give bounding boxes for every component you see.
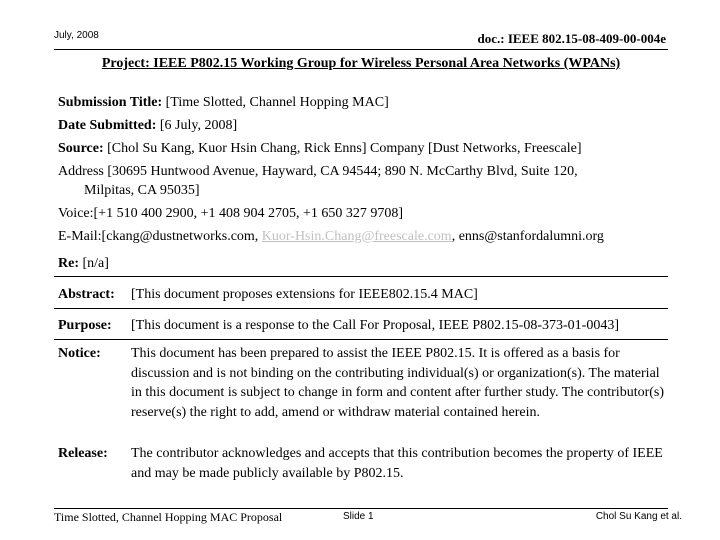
date-submitted-label: Date Submitted: — [58, 118, 157, 133]
re-value: [n/a] — [82, 256, 109, 271]
project-title: Project: IEEE P802.15 Working Group for Wireless Personal Area Networks (WPANs) — [101, 56, 621, 71]
source — [58, 138, 582, 159]
header-date: July, 2008 — [54, 30, 99, 41]
footer-rule — [54, 508, 668, 509]
purpose-value: [This document is a response to the Call For Proposal, IEEE P802.15-08-373-01-0043] — [131, 318, 619, 333]
header-doc-id: doc.: IEEE 802.15-08-409-00-004e — [477, 31, 666, 46]
address-line-1: Address [30695 Huntwood Avenue, Hayward, CA 94544; 890 N. McCarthy Blvd, Suite 120, — [58, 164, 578, 179]
submission-title — [58, 92, 389, 113]
divider-3 — [54, 339, 668, 340]
email — [58, 226, 604, 247]
submission-title-label: Submission Title: — [58, 95, 163, 110]
notice-text: This document has been prepared to assist the IEEE P802.15. It is offered as a basis for discussion and is not binding on the contributing individual(s) or organization(s). The material in this document is subject to change in form and content after further study. The contributor(s) reserve(s) the right to add, amend or withdraw material contained herein. — [131, 346, 665, 420]
source-label: Source: — [58, 141, 104, 156]
email-suffix: , enns@stanfordalumni.org — [451, 229, 604, 244]
notice-label: Notice: — [58, 346, 101, 361]
divider-1 — [54, 276, 668, 277]
footer-title: Time Slotted, Channel Hopping MAC Proposal — [54, 510, 283, 524]
email-prefix: E-Mail:[ckang@dustnetworks.com, — [58, 229, 259, 244]
email-link[interactable]: Kuor-Hsin.Chang@freescale.com — [261, 229, 452, 244]
re — [58, 253, 109, 274]
release-text: The contributor acknowledges and accepts that this contribution becomes the property of IEEE and may be made publicly available by P802.15. — [131, 446, 663, 481]
voice: Voice:[+1 510 400 2900, +1 408 904 2705, +1 650 327 9708] — [58, 206, 404, 221]
footer-author: Chol Su Kang et al. — [595, 511, 682, 522]
re-label: Re: — [58, 256, 79, 271]
divider-2 — [54, 308, 668, 309]
source-value: [Chol Su Kang, Kuor Hsin Chang, Rick Enns] Company [Dust Networks, Freescale] — [107, 141, 582, 156]
abstract-label: Abstract: — [58, 287, 115, 302]
address-line-2: Milpitas, CA 95035] — [84, 183, 200, 198]
date-submitted — [58, 115, 237, 136]
header-rule — [54, 49, 668, 50]
purpose-label: Purpose: — [58, 318, 112, 333]
submission-title-value: [Time Slotted, Channel Hopping MAC] — [165, 95, 389, 110]
date-submitted-value: [6 July, 2008] — [159, 118, 238, 133]
footer-slide-number: Slide 1 — [343, 511, 374, 522]
abstract-value: [This document proposes extensions for IEEE802.15.4 MAC] — [131, 287, 478, 302]
release-label: Release: — [58, 446, 108, 461]
